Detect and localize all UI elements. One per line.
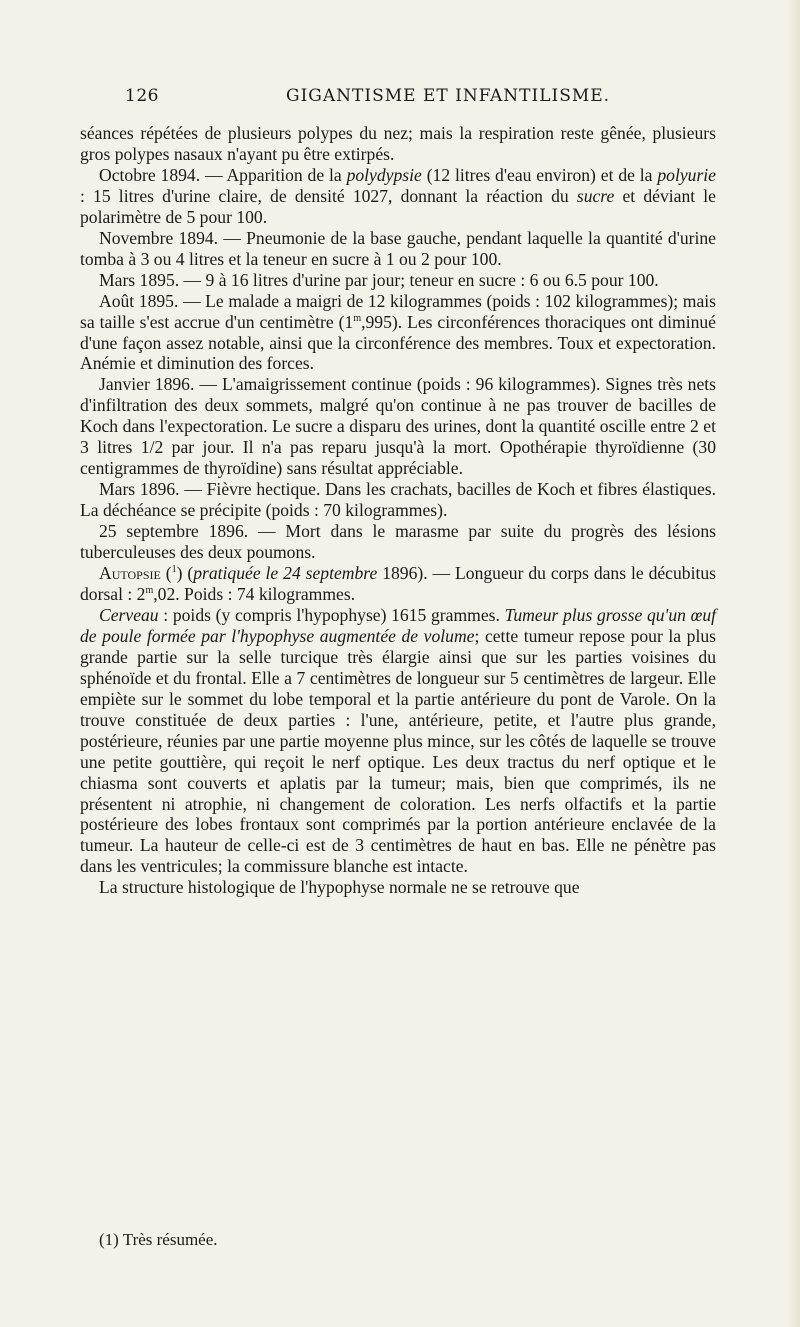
italic-text: polydypsie: [346, 164, 422, 185]
text-run: (12 litres d'eau environ) et de la: [421, 164, 658, 185]
paragraph: [80, 165, 716, 228]
paragraph: [80, 374, 716, 479]
paragraph: [80, 877, 716, 898]
text-run: Autopsie: [99, 563, 161, 584]
italic-text: Tumeur plus grosse qu'un œuf de poule formée par l'hypophyse augmentée de volume: [80, 604, 717, 646]
paragraph: [80, 521, 716, 563]
italic-text: sucre: [576, 185, 615, 206]
text-run: 25 septembre 1896. — Mort dans le marasme par suite du progrès des lésions tuberculeuses des deux poumons.: [80, 521, 716, 563]
italic-text: polyurie: [657, 164, 716, 185]
text-run: Octobre 1894. — Apparition de la: [99, 164, 347, 185]
superscript: m: [145, 585, 154, 597]
footnote-marker: (1): [99, 1230, 119, 1249]
text-run: ,02. Poids : 74 kilogrammes.: [153, 583, 356, 604]
footnote: [99, 1230, 218, 1250]
paragraph: [80, 123, 716, 165]
italic-text: Cerveau: [99, 604, 159, 625]
text-run: ) (: [176, 563, 194, 584]
footnote-text: Très résumée.: [122, 1230, 218, 1249]
body-text: [80, 123, 716, 898]
page-edge: [786, 0, 800, 1327]
text-run: (: [160, 563, 172, 584]
text-run: Août 1895. — Le malade a maigri de 12 kilogrammes (poids : 102 kilogrammes); mais sa taille s'est accrue d'un centimètre (1: [80, 290, 716, 332]
page-number: 126: [125, 86, 159, 106]
text-run: 1896). — Longueur du corps dans le décubitus dorsal : 2: [80, 563, 716, 604]
text-run: La structure histologique de l'hypophyse normale ne se retrouve que: [99, 877, 580, 898]
text-run: Novembre 1894. — Pneumonie de la base gauche, pendant laquelle la quantité d'urine tomba à 3 ou 4 litres et la teneur en sucre à 1 ou 2 pour 100.: [80, 227, 716, 269]
text-run: : 15 litres d'urine claire, de densité 1027, donnant la réaction du: [80, 185, 577, 206]
paragraph: [80, 605, 716, 877]
paragraph: [80, 228, 716, 270]
paragraph: [80, 291, 716, 375]
text-run: ,995). Les circonférences thoraciques ont diminué d'une façon assez notable, ainsi que la circonférence des membres. Toux et expectoration. Anémie et diminution des forces.: [80, 311, 716, 374]
paragraph: [80, 479, 716, 521]
superscript: m: [353, 312, 362, 324]
text-run: et déviant le polarimètre de 5 pour 100.: [80, 185, 716, 227]
running-title: GIGANTISME ET INFANTILISME.: [286, 86, 611, 106]
paragraph: [80, 563, 716, 605]
text-run: Mars 1895. — 9 à 16 litres d'urine par jour; teneur en sucre : 6 ou 6.5 pour 100.: [99, 269, 659, 290]
paragraph: [80, 270, 716, 291]
text-run: : poids (y compris l'hypophyse) 1615 grammes.: [158, 604, 505, 625]
superscript: 1: [171, 564, 177, 576]
text-run: Mars 1896. — Fièvre hectique. Dans les crachats, bacilles de Koch et fibres élastiques. La déchéance se précipite (poids : 70 kilogrammes).: [80, 479, 716, 521]
text-run: Janvier 1896. — L'amaigrissement continue (poids : 96 kilogrammes). Signes très nets d'infiltration des deux sommets, malgré qu'on continue à ne pas trouver de bacilles de Koch dans l'expectoration. Le sucre a disparu des urines, dont la quantité oscille entre 2 et 3 litres 1/2 par jour. Il n'a pas reparu jusqu'à la mort. Opothérapie thyroïdienne (30 centigrammes de thyroïdine) sans résultat appréciable.: [80, 374, 716, 479]
text-run: séances répétées de plusieurs polypes du nez; mais la respiration reste gênée, plusieurs gros polypes nasaux n'ayant pu être extirpés.: [80, 123, 716, 164]
italic-text: pratiquée le 24 septembre: [193, 563, 378, 584]
text-run: ; cette tumeur repose pour la plus grande partie sur la selle turcique très élargie ainsi que sur les parties voisines du sphénoïde et du frontal. Elle a 7 centimètres de longueur sur 5 centimètres de largeur. Elle empiète sur le sommet du lobe temporal et la partie antérieure du pont de Varole. On la trouve constituée de deux parties : l'une, antérieure, petite, et l'autre plus grande, postérieure, réunies par une partie moyenne plus mince, sur les côtés de laquelle se trouve une petite gouttière, qui reçoit le nerf optique. Les deux tractus du nerf optique et le chiasma sont couverts et aplatis par la tumeur; mais, bien que comprimés, ils ne présentent ni atrophie, ni changement de coloration. Les nerfs olfactifs et la partie postérieure des lobes frontaux sont comprimés par la portion antérieure enclavée de la tumeur. La hauteur de celle-ci est de 3 centimètres de haut en bas. Elle ne pénètre pas dans les ventricules; la commissure blanche est intacte.: [80, 625, 716, 877]
running-header: [125, 86, 700, 112]
